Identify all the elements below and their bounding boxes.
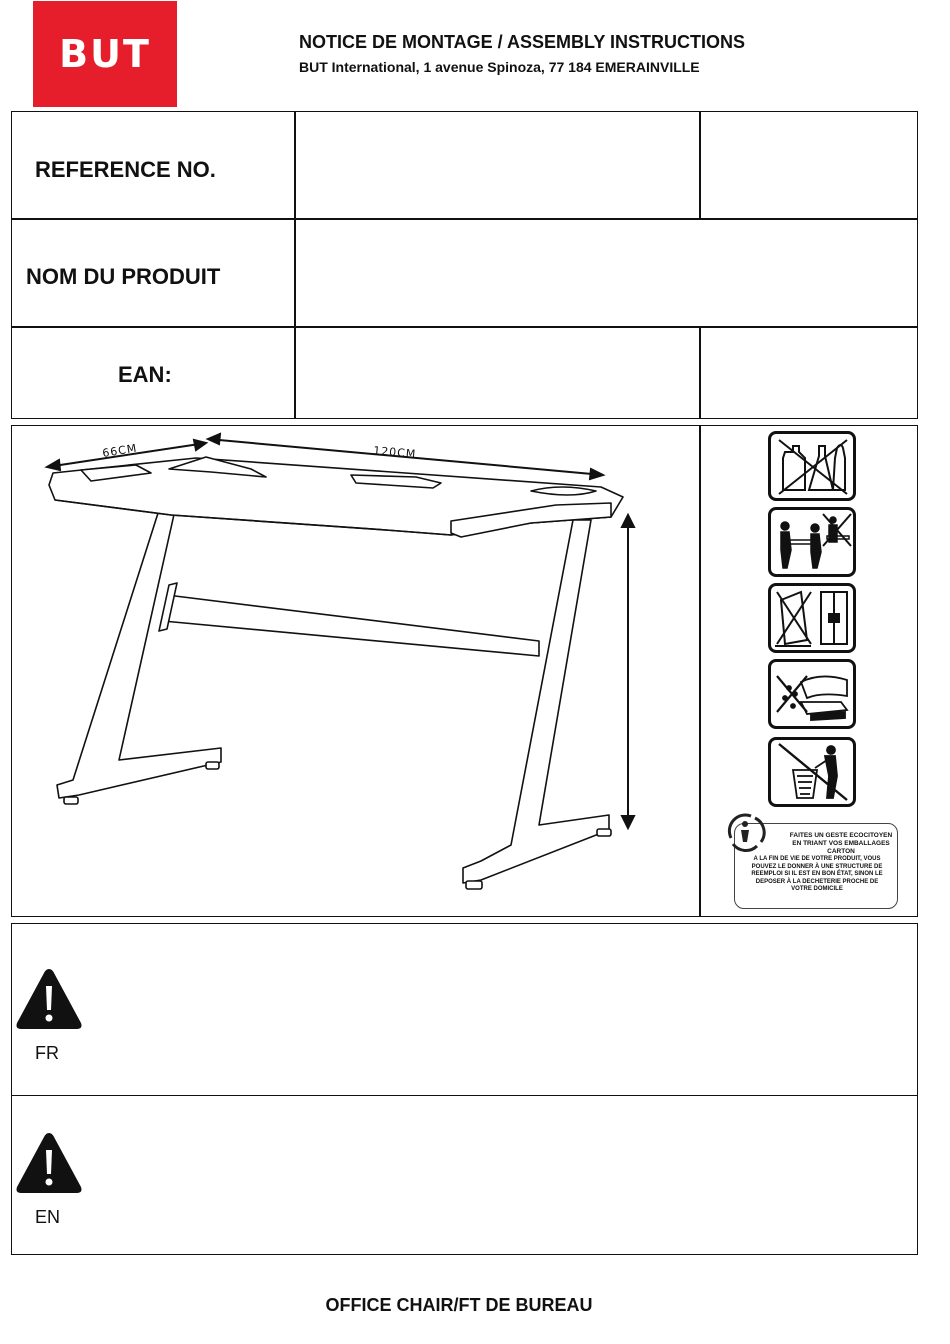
right-foot	[597, 829, 611, 836]
right-foot	[466, 881, 482, 889]
column-divider	[699, 111, 701, 219]
company-address: BUT International, 1 avenue Spinoza, 77 184 EMERAINVILLE	[299, 59, 700, 75]
eco-recycling-notice	[734, 823, 898, 909]
right-leg	[463, 520, 609, 883]
width-arrowhead	[590, 469, 603, 479]
no-chemical-cleaners-icon	[768, 431, 856, 501]
row-divider	[11, 218, 918, 220]
eco-headline: FAITES UN GESTE ECOCITOYEN EN TRIANT VOS EMBALLAGES CARTON	[789, 832, 893, 855]
warning-en-section	[11, 1095, 918, 1255]
column-divider	[294, 111, 296, 419]
two-person-assembly-icon	[768, 507, 856, 577]
document-title: NOTICE DE MONTAGE / ASSEMBLY INSTRUCTIONS	[299, 32, 746, 52]
height-arrowhead	[622, 816, 634, 828]
reference-label: REFERENCE NO.	[35, 157, 216, 182]
recycling-person-icon	[721, 808, 771, 854]
left-leg	[57, 510, 221, 798]
warning-icon	[14, 1130, 84, 1196]
logo-text: BUT	[59, 32, 151, 76]
product-name-label: NOM DU PRODUIT	[26, 264, 221, 289]
warning-fr-section	[11, 923, 918, 1096]
column-divider	[699, 326, 701, 419]
warning-lang-en: EN	[35, 1207, 61, 1227]
row-divider	[11, 326, 918, 328]
desk-diagram	[11, 425, 699, 917]
no-overload-cabinet-icon	[768, 583, 856, 653]
left-foot	[206, 762, 219, 769]
height-arrowhead	[622, 515, 634, 527]
crossbar	[163, 595, 539, 656]
left-foot	[64, 797, 78, 804]
depth-arrowhead	[47, 460, 60, 470]
warning-lang-fr: FR	[35, 1043, 59, 1063]
depth-label: 66CM	[101, 441, 139, 460]
but-logo	[33, 1, 177, 107]
eco-body-text: A LA FIN DE VIE DE VOTRE PRODUIT, VOUS POUVEZ LE DONNER À UNE STRUCTURE DE REEMPLOI SI IL EST EN BON ÉTAT, SINON LE DEPOSER À LA DECHETERIE PROCHE DE VOTRE DOMICILE	[751, 856, 883, 892]
ean-label: EAN:	[118, 362, 172, 387]
do-not-litter-icon	[768, 737, 856, 807]
depth-arrowhead	[194, 440, 206, 450]
footer-product-type: OFFICE CHAIR/FT DE BUREAU	[325, 1295, 593, 1315]
width-label: 120CM	[372, 444, 417, 461]
pictogram-column	[700, 425, 918, 917]
warning-icon	[14, 966, 84, 1032]
no-water-cleaning-icon	[768, 659, 856, 729]
width-arrowhead	[208, 434, 220, 444]
